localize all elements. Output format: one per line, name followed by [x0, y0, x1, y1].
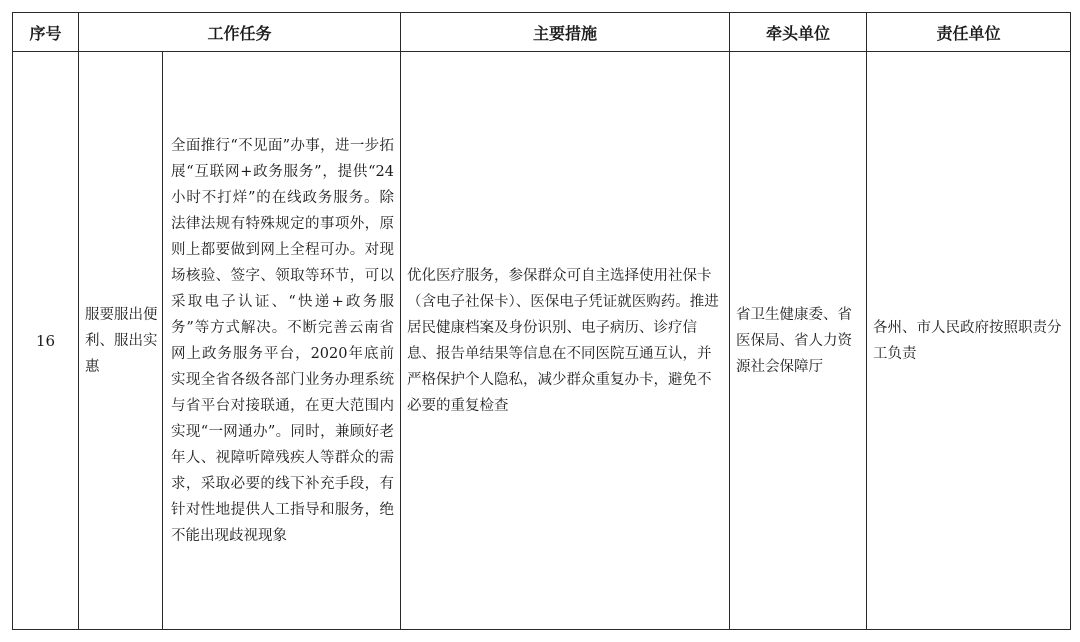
table-row [13, 52, 1071, 630]
header-task: 工作任务 [79, 13, 401, 52]
header-responsible: 责任单位 [867, 13, 1071, 52]
cell-lead: 省卫生健康委、省医保局、省人力资源社会保障厅 [730, 52, 867, 630]
cell-responsible: 各州、市人民政府按照职责分工负责 [867, 52, 1071, 630]
task-table [12, 12, 1071, 630]
cell-measures: 优化医疗服务，参保群众可自主选择使用社保卡（含电子社保卡）、医保电子凭证就医购药。推进居民健康档案及身份识别、电子病历、诊疗信息、报告单结果等信息在不同医院互通互认，并严格保护个人隐私，减少群众重复办卡，避免不必要的重复检查 [401, 52, 730, 630]
header-row [13, 13, 1071, 52]
cell-category: 服要服出便利、服出实惠 [79, 52, 163, 630]
cell-seq: 16 [13, 52, 79, 630]
header-lead: 牵头单位 [730, 13, 867, 52]
cell-task: 全面推行“不见面”办事，进一步拓展“互联网+政务服务”，提供“24小时不打烊”的在线政务服务。除法律法规有特殊规定的事项外，原则上都要做到网上全程可办。对现场核验、签字、领取等环节，可以采取电子认证、“快递+政务服务”等方式解决。不断完善云南省网上政务服务平台，2020年底前实现全省各级各部门业务办理系统与省平台对接联通，在更大范围内实现“一网通办”。同时，兼顾好老年人、视障听障残疾人等群众的需求，采取必要的线下补充手段，有针对性地提供人工指导和服务，绝不能出现歧视现象 [163, 52, 401, 630]
header-seq: 序号 [13, 13, 79, 52]
header-measures: 主要措施 [401, 13, 730, 52]
